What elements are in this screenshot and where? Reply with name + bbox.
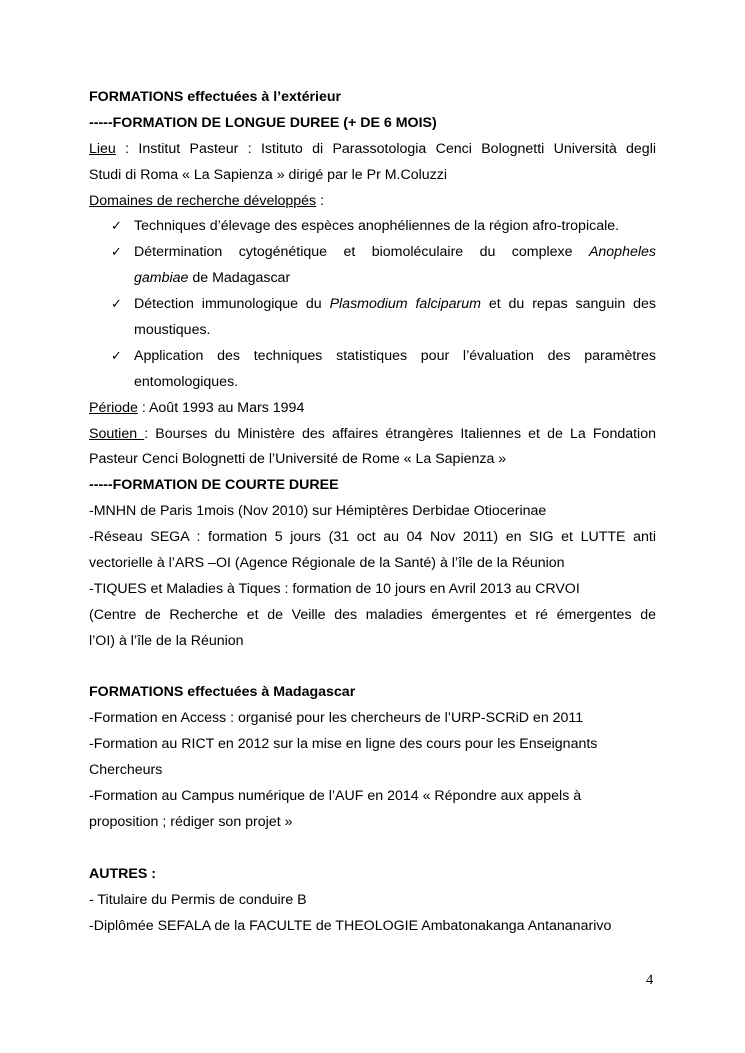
- text-line: -Diplômée SEFALA de la FACULTE de THEOLOGIE Ambatonakanga Antananarivo: [89, 917, 612, 934]
- section-heading-exterieur: FORMATIONS effectuées à l’extérieur: [89, 89, 342, 105]
- list-item-text: de Madagascar: [188, 270, 291, 287]
- list-item: [89, 240, 656, 266]
- text-line: vectorielle à l’ARS –OI (Agence Régionale de la Santé) à l’île de la Réunion: [89, 555, 565, 572]
- checkmark-icon: ✓: [111, 219, 122, 235]
- species-name: Plasmodium falciparum: [329, 296, 481, 313]
- text-line: -Formation en Access : organisé pour les chercheurs de l’URP-SCRiD en 2011: [89, 710, 584, 727]
- text-line: l’OI) à l’île de la Réunion: [89, 632, 244, 649]
- page-number: 4: [646, 972, 654, 988]
- text-line: -MNHN de Paris 1mois (Nov 2010) sur Hémiptères Derbidae Otiocerinae: [89, 503, 547, 520]
- list-item-text: Application des techniques statistiques pour l’évaluation des paramètres: [134, 347, 656, 364]
- text-line: -Réseau SEGA : formation 5 jours (31 oct au 04 Nov 2011) en SIG et LUTTE anti: [89, 529, 656, 546]
- lieu-text-1: : Institut Pasteur : Istituto di Parassotologia Cenci Bolognetti Università degli: [115, 140, 656, 157]
- soutien-line-2: Pasteur Cenci Bolognetti de l’Université de Rome « La Sapienza »: [89, 451, 507, 468]
- checkmark-icon: ✓: [111, 348, 122, 364]
- domaines-label: Domaines de recherche développés: [89, 192, 317, 209]
- checkmark-icon: ✓: [111, 297, 122, 313]
- list-item-continuation: [89, 266, 656, 292]
- list-item-continuation: moustiques.: [134, 322, 211, 339]
- list-item: [89, 214, 656, 240]
- lieu-line-2: Studi di Roma « La Sapienza » dirigé par le Pr M.Coluzzi: [89, 166, 448, 183]
- document-page: [89, 85, 656, 939]
- periode-text: : Août 1993 au Mars 1994: [137, 399, 305, 416]
- periode-label: Période: [89, 399, 138, 416]
- domaines-colon: :: [316, 192, 325, 209]
- text-line: -TIQUES et Maladies à Tiques : formation de 10 jours en Avril 2013 au CRVOI: [89, 580, 580, 597]
- list-item-text: Techniques d’élevage des espèces anophéliennes de la région afro-tropicale.: [134, 218, 620, 235]
- list-item-text: Détermination cytogénétique et biomoléculaire du complexe: [134, 244, 589, 261]
- section-heading-autres: AUTRES :: [89, 865, 156, 882]
- text-line: (Centre de Recherche et de Veille des maladies émergentes et ré émergentes de: [89, 606, 656, 623]
- species-name: gambiae: [134, 270, 189, 287]
- checkmark-icon: ✓: [111, 245, 122, 261]
- list-item: [89, 292, 656, 318]
- species-name: Anopheles: [588, 244, 656, 261]
- text-line: proposition ; rédiger son projet »: [89, 813, 293, 830]
- lieu-line-1: [89, 137, 656, 163]
- periode-line: [89, 396, 656, 422]
- section-heading-madagascar: FORMATIONS effectuées à Madagascar: [89, 684, 356, 701]
- text-line: Chercheurs: [89, 762, 163, 779]
- spacer: [89, 836, 656, 862]
- text-line: - Titulaire du Permis de conduire B: [89, 891, 307, 908]
- lieu-label: Lieu: [89, 140, 116, 157]
- soutien-label: Soutien: [89, 425, 145, 442]
- subheading-longue-duree: -----FORMATION DE LONGUE DUREE (+ DE 6 MOIS): [89, 114, 437, 131]
- text-line: -Formation au Campus numérique de l’AUF en 2014 « Répondre aux appels à: [89, 788, 582, 805]
- list-item: [89, 344, 656, 370]
- spacer: [89, 655, 656, 681]
- subheading-courte-duree: -----FORMATION DE COURTE DUREE: [89, 477, 339, 494]
- list-item-text: Détection immunologique du: [134, 296, 330, 313]
- soutien-line-1: [89, 422, 656, 448]
- list-item-text: et du repas sanguin des: [480, 296, 656, 313]
- text-line: -Formation au RICT en 2012 sur la mise en ligne des cours pour les Enseignants: [89, 736, 598, 753]
- list-item-continuation: entomologiques.: [134, 373, 239, 390]
- soutien-text-1: : Bourses du Ministère des affaires étrangères Italiennes et de La Fondation: [144, 425, 656, 442]
- domaines-line: [89, 189, 656, 215]
